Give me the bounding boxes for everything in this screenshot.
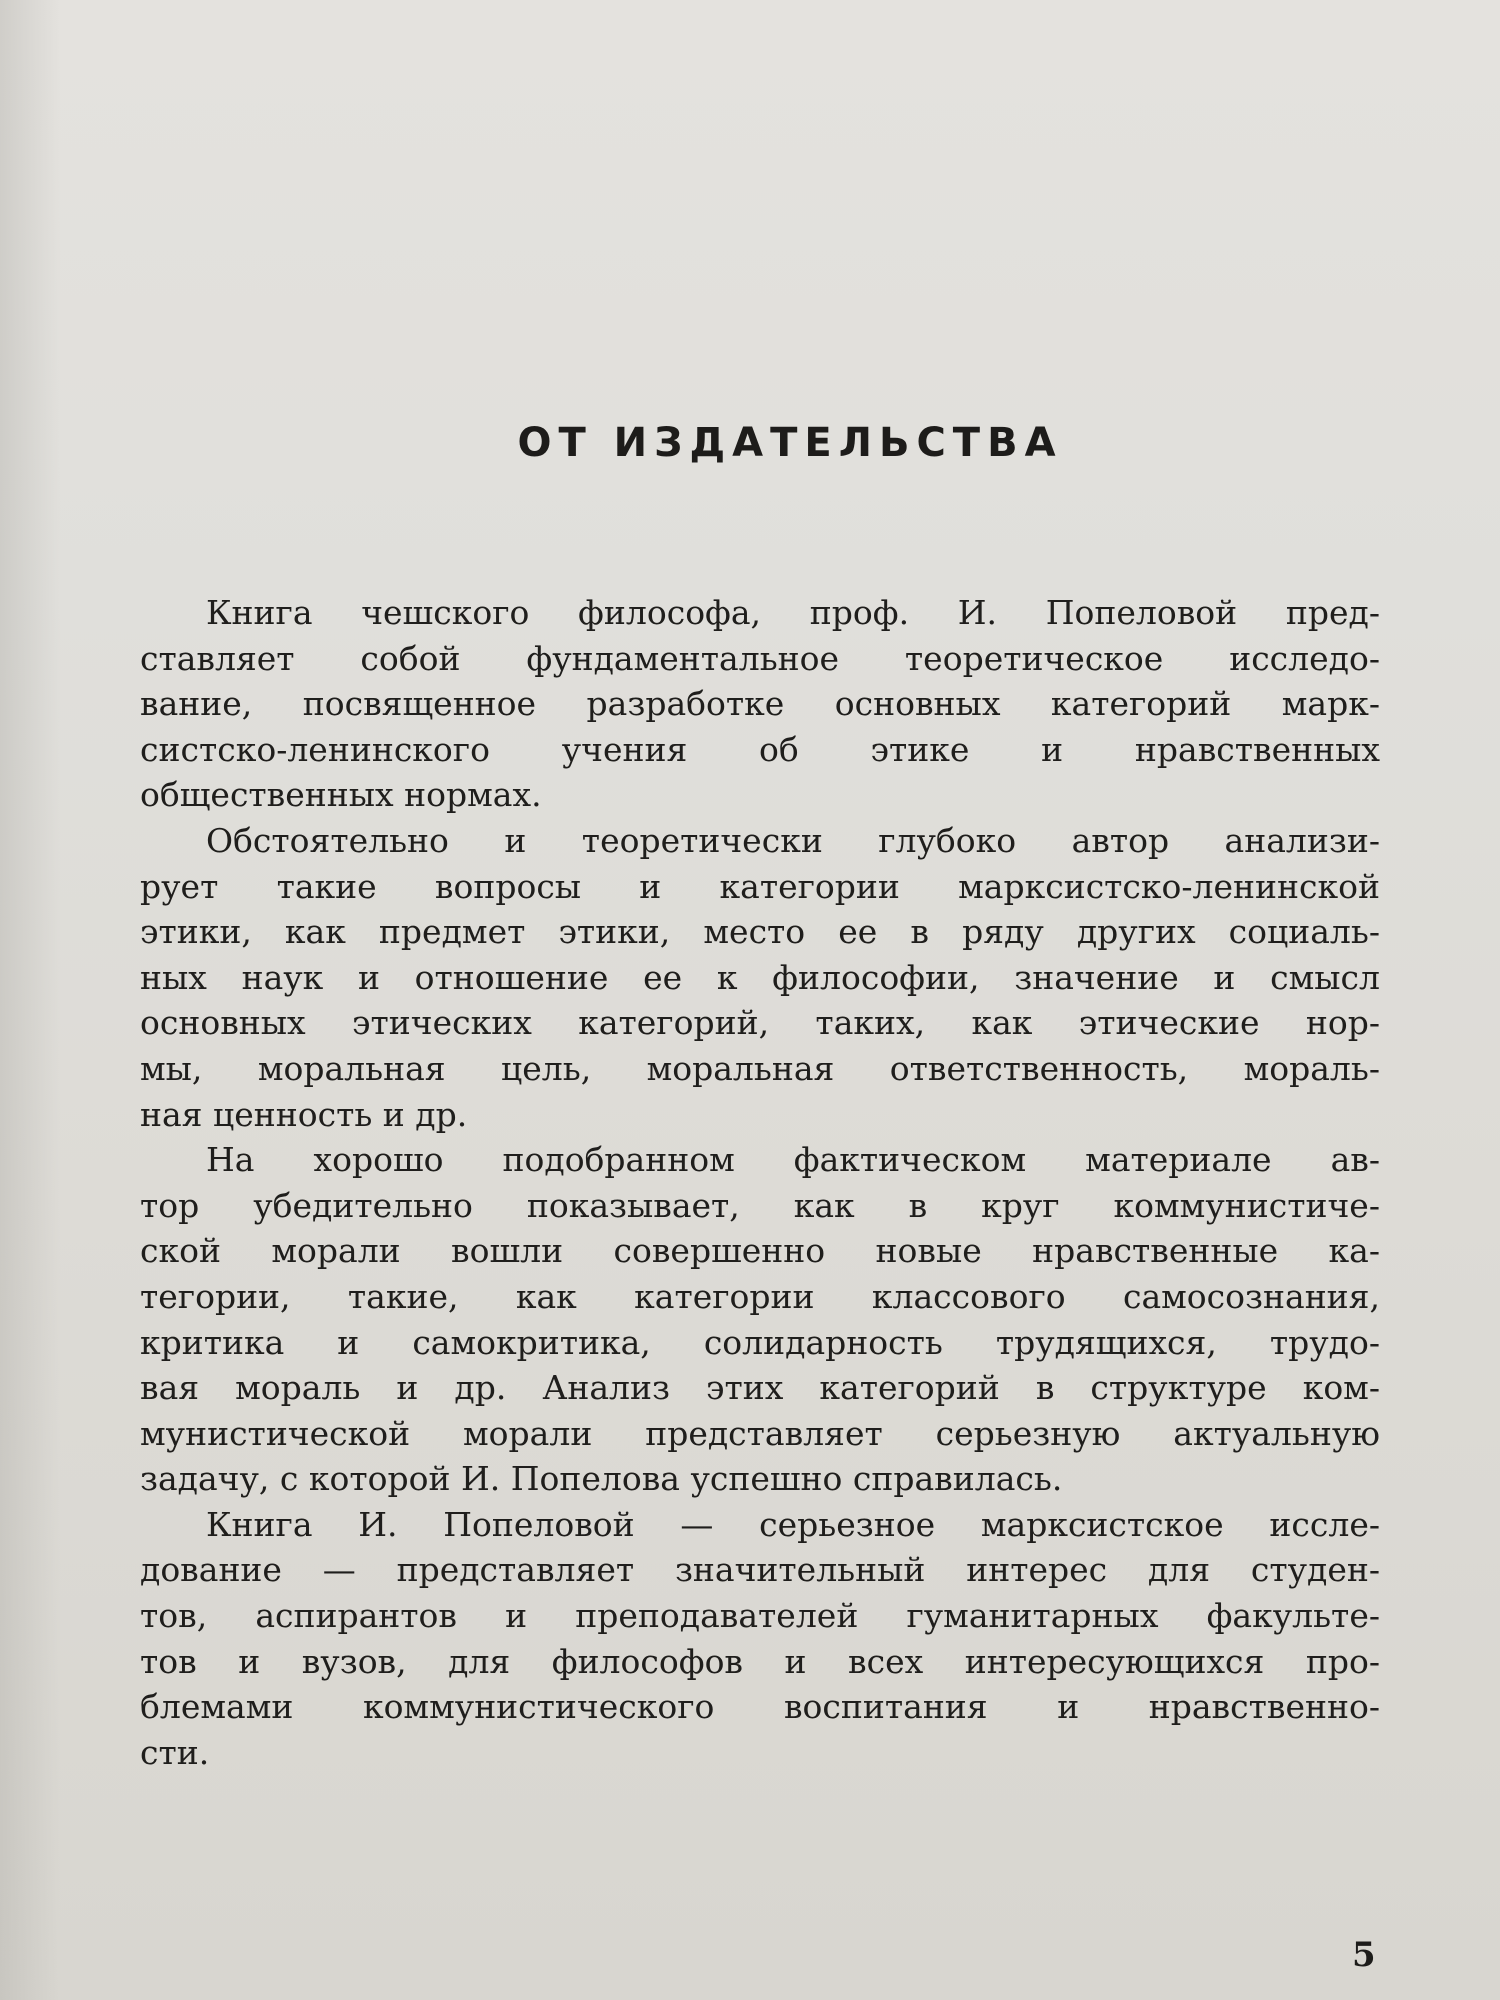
text-line: тегории, такие, как категории классового самосознания, — [140, 1276, 1380, 1316]
text-line: основных этических категорий, таких, как этические нор- — [140, 1003, 1380, 1043]
text-line: ской морали вошли совершенно новые нравственные ка- — [140, 1231, 1380, 1271]
text-line: общественных нормах. — [140, 775, 542, 815]
text-line: тор убедительно показывает, как в круг коммунистиче- — [140, 1185, 1380, 1225]
text-line: вая мораль и др. Анализ этих категорий в структуре ком- — [140, 1368, 1380, 1408]
text-line: тов, аспирантов и преподавателей гуманитарных факульте- — [140, 1596, 1380, 1636]
text-line: мунистической морали представляет серьезную актуальную — [140, 1413, 1380, 1453]
page-number: 5 — [1352, 1935, 1376, 1975]
text-line: систско-ленинского учения об этике и нравственных — [140, 729, 1380, 769]
text-line: ная ценность и др. — [140, 1094, 468, 1134]
text-line: ных наук и отношение ее к философии, значение и смысл — [140, 957, 1380, 997]
text-line: Книга чешского философа, проф. И. Попеловой пред- — [206, 593, 1380, 632]
text-line: ставляет собой фундаментальное теоретическое исследо- — [140, 638, 1380, 678]
text-line: блемами коммунистического воспитания и нравственно- — [140, 1687, 1380, 1727]
text-line: этики, как предмет этики, место ее в ряду других социаль- — [140, 912, 1380, 952]
page-shadow — [0, 0, 60, 2000]
page-heading: ОТ ИЗДАТЕЛЬСТВА — [517, 420, 1063, 466]
body-text — [140, 590, 1380, 1775]
text-line: критика и самокритика, солидарность трудящихся, трудо- — [140, 1322, 1380, 1362]
text-line: Книга И. Попеловой — серьезное марксистское иссле- — [206, 1504, 1380, 1544]
text-line: дование — представляет значительный интерес для студен- — [140, 1550, 1380, 1590]
text-line: сти. — [140, 1732, 210, 1772]
text-line: рует такие вопросы и категории марксистско-ленинской — [140, 866, 1380, 906]
text-line: задачу, с которой И. Попелова успешно справилась. — [140, 1459, 1063, 1499]
text-line: тов и вузов, для философов и всех интересующихся про- — [140, 1641, 1380, 1681]
text-line: На хорошо подобранном фактическом материале ав- — [206, 1140, 1380, 1180]
text-line: мы, моральная цель, моральная ответственность, мораль- — [140, 1048, 1380, 1088]
text-line: вание, посвященное разработке основных категорий марк- — [140, 684, 1380, 724]
text-line: Обстоятельно и теоретически глубоко автор анализи- — [206, 820, 1380, 860]
